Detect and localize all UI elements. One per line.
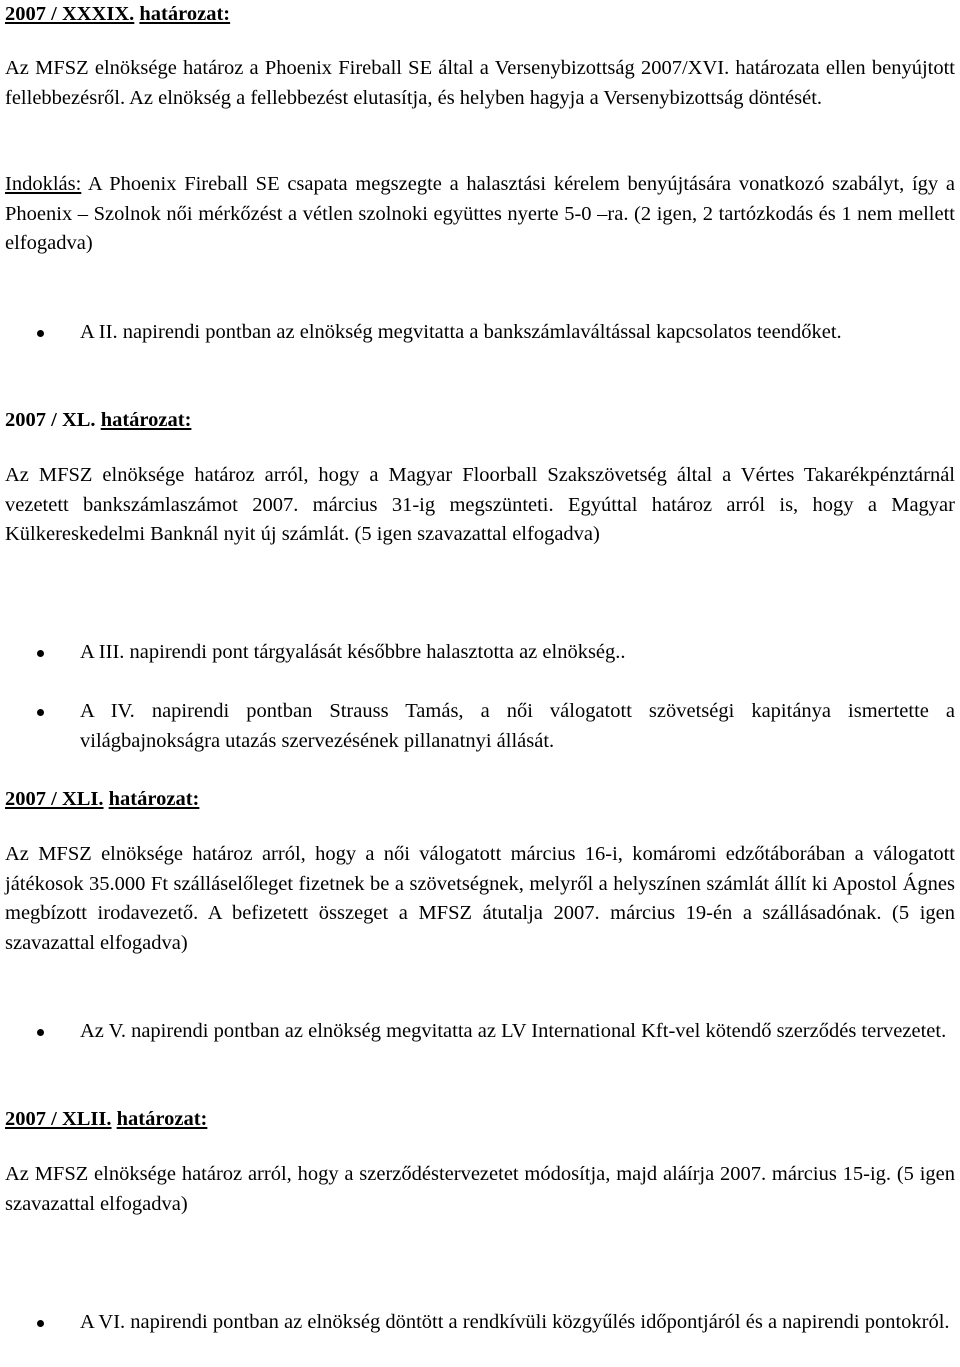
justification-paragraph [5,170,955,259]
resolution-heading-xli [5,785,955,815]
resolution-word: határozat: [100,409,192,431]
resolution-number: 2007 / XXXIX. [5,3,135,25]
resolution-paragraph-xxxix: Az MFSZ elnöksége határoz a Phoenix Fireball SE által a Versenybizottság 2007/XVI. határozata ellen benyújtott fellebbezésről. Az elnökség a fellebbezést elutasítja, és helyben hagyja a Versenybizottság döntését. [5,57,955,109]
agenda-item-text: A VI. napirendi pontban az elnökség döntött a rendkívüli közgyűlés időpontjáról és a napirendi pontokról. [80,1311,950,1333]
resolution-number: 2007 / XLI. [5,788,104,810]
resolution-number: 2007 / XL. [5,409,96,431]
resolution-heading-xl [5,406,955,436]
agenda-item-vi [5,1308,955,1338]
justification-text: A Phoenix Fireball SE csapata megszegte a halasztási kérelem benyújtására vonatkozó szabályt, így a Phoenix – Szolnok női mérkőzést a vétlen szolnoki együttes nyerte 5-0 –ra. (2 igen, 2 tartózkodás és 1 nem mellett elfogadva) [5,173,955,254]
bullet-icon [37,650,44,657]
resolution-paragraph-xl: Az MFSZ elnöksége határoz arról, hogy a Magyar Floorball Szakszövetség által a Vértes Takarékpénztárnál vezetett bankszámlaszámot 2007. március 31-ig megszünteti. Egyúttal határoz arról is, hogy a Magyar Külkereskedelmi Banknál nyit új számlát. (5 igen szavazattal elfogadva) [5,464,955,545]
bullet-icon [37,1320,44,1327]
resolution-word: határozat: [116,1108,208,1130]
agenda-item-text: A II. napirendi pontban az elnökség megvitatta a bankszámlaváltással kapcsolatos teendőket. [80,321,842,343]
bullet-icon [37,330,44,337]
bullet-icon [37,709,44,716]
agenda-item-iv [5,697,955,756]
resolution-heading-xxxix [5,0,955,30]
agenda-item-text: Az V. napirendi pontban az elnökség megvitatta az LV International Kft-vel kötendő szerződés tervezetet. [80,1020,947,1042]
resolution-word: határozat: [108,788,200,810]
agenda-item-v [5,1017,955,1047]
resolution-heading-xlii [5,1105,955,1135]
agenda-item-iii [5,638,955,668]
agenda-item-text: A IV. napirendi pontban Strauss Tamás, a női válogatott szövetségi kapitánya ismertette a világbajnokságra utazás szervezésének pillanatnyi állását. [80,700,955,752]
bullet-icon [37,1029,44,1036]
resolution-paragraph-xlii: Az MFSZ elnöksége határoz arról, hogy a szerződéstervezetet módosítja, majd aláírja 2007. március 15-ig. (5 igen szavazattal elfogadva) [5,1163,955,1215]
justification-label: Indoklás: [5,173,82,195]
resolution-number: 2007 / XLII. [5,1108,112,1130]
resolution-word: határozat: [139,3,231,25]
agenda-item-ii [5,318,955,348]
resolution-paragraph-xli: Az MFSZ elnöksége határoz arról, hogy a női válogatott március 16-i, komáromi edzőtáborában a válogatott játékosok 35.000 Ft szálláselőleget fizetnek be a szövetségnek, melyről a helyszínen számlát állít ki Apostol Ágnes megbízott irodavezető. A befizetett összeget a MFSZ átutalja 2007. március 19-én a szállásadónak. (5 igen szavazattal elfogadva) [5,843,955,954]
agenda-item-text: A III. napirendi pont tárgyalását későbbre halasztotta az elnökség.. [80,641,626,663]
